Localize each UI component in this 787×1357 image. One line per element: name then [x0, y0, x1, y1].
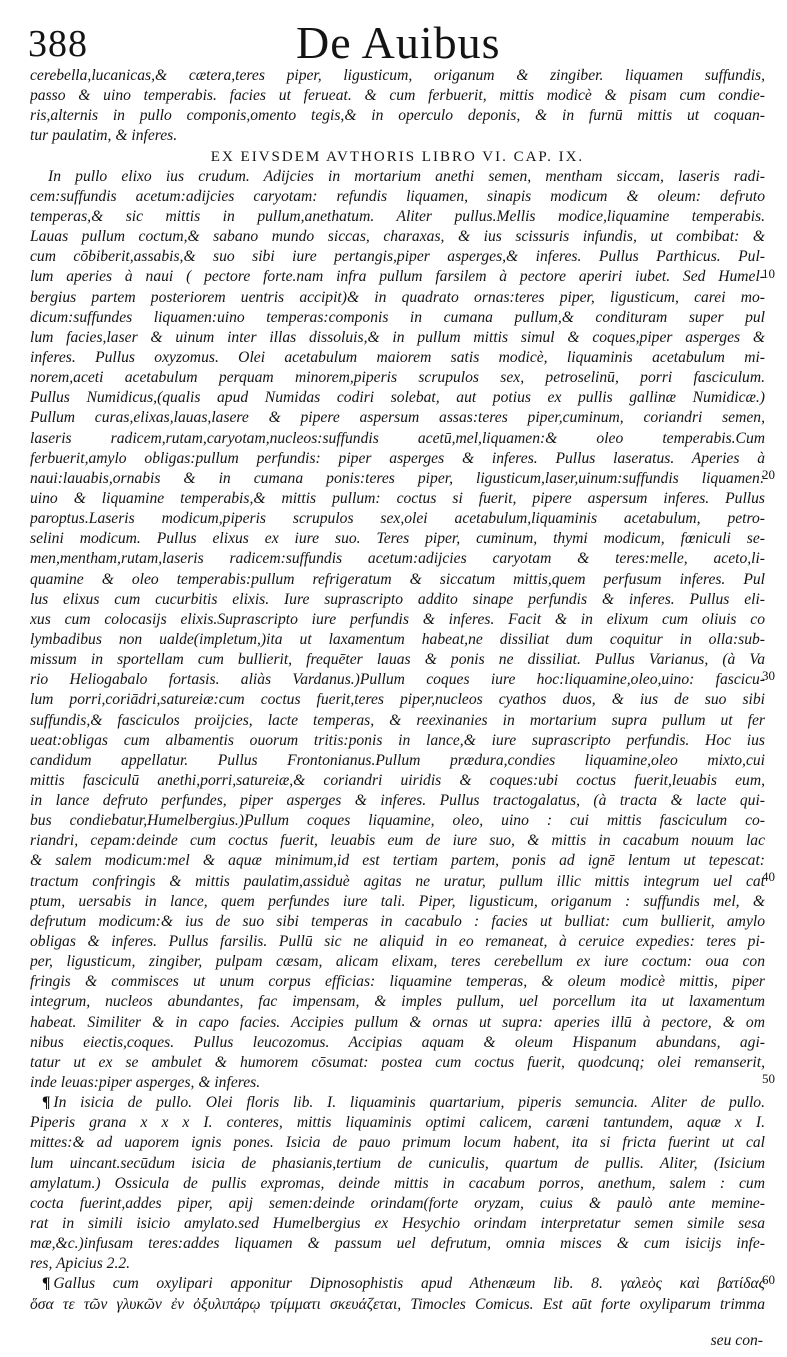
text-line: [30, 1013, 765, 1033]
text-line: [30, 1033, 765, 1053]
text-line: [30, 690, 765, 710]
line-text: quamine & oleo temperabis:pullum refrigeratum & siccatum mittis,quem perfusum inferes. Pul: [30, 570, 765, 588]
line-text: nibus eiectis,coques. Pullus leucozomus. Accipias aquam & oleum Hispanum abundans, agi‑: [30, 1033, 765, 1051]
line-text: norem,aceti acetabulum perquam minorem,piperis scrupulos sex, petroselinū, porri fasciculum.: [30, 369, 765, 387]
text-line: [30, 630, 765, 650]
text-line: [30, 1194, 765, 1214]
text-line: [30, 348, 765, 368]
text-line: [30, 509, 765, 529]
section-heading: [30, 147, 765, 167]
line-text: cem:suffundis acetum:adijcies caryotam: refundis liquamen, sinapis modicum & oleum: defruto: [30, 187, 765, 205]
line-text: naui:lauabis,ornabis & in cumana ponis:teres piper, ligusticum,laser,uinum:suffundis liquamen:: [30, 469, 765, 487]
text-line: [30, 1254, 765, 1274]
text-line: [30, 1214, 765, 1234]
text-line: [30, 570, 765, 590]
line-text: obligas & inferes. Pullus farsilis. Pullū sic ne aliquid in eo remaneat, à ceruice expedies: teres pi‑: [30, 933, 765, 951]
line-text: tur paulatim, & inferes.: [30, 127, 178, 145]
text-line: [30, 549, 765, 569]
line-text: uino & liquamine temperabis,& mittis pullum: coctus si fuerit, pipere aspersum inferes. Pullus: [30, 489, 765, 507]
line-text: rio Heliogabalo fortasis. aliàs Vardanus.)Pullum coques iure hoc:liquamine,oleo,uino: fascicu‑: [30, 671, 765, 689]
line-text: in lance defruto perfundes, piper asperges & inferes. Pullus tractogalatus, (à tracta & lacte qui‑: [30, 792, 765, 810]
text-line: [30, 308, 765, 328]
line-text: habeat. Similiter & in capo facies. Accipies pullum & ornas ut supra: aperies illū à pectore, & om: [30, 1013, 765, 1031]
line-text: temperas,& sic mittis in pullum,anethatum. Aliter pullus.Mellis modice,liquamine temperabis.: [30, 207, 765, 225]
line-text: defrutum modicum:& ius de suo sibi temperas in cacabulo : facies ut bulliat: cum bullierit, amylo: [30, 912, 765, 930]
text-line: [30, 449, 765, 469]
text-line: [30, 66, 765, 86]
line-text: ris,alternis in pullo componis,omento tegis,& in operculo deponis, & in furnū mittis ut coquan‑: [30, 107, 765, 125]
text-line: [30, 1053, 765, 1073]
pilcrow-icon: ¶: [42, 1275, 51, 1293]
running-head: De Auibus: [296, 17, 501, 68]
line-text: mæ,&c.)infusam teres:addes liquamen & passum uel defrutum, omnia misces & cum isicijs infe‑: [30, 1235, 765, 1253]
text-line: [30, 851, 765, 871]
line-text: per, ligusticum, zingiber, pulpam cæsam, alicam elixam, teres cerebellum ex iure coctum: oua con: [30, 953, 765, 971]
text-line: [30, 489, 765, 509]
margin-line-number: 60: [762, 1272, 775, 1287]
text-line: [30, 187, 765, 207]
page-number: 388: [28, 23, 88, 65]
line-text: lum uincant.secūdum isicia de phasianis,tertium de cuniculis, quartum de pullis. Aliter, (Isicium: [30, 1154, 765, 1172]
text-line: [30, 872, 765, 892]
text-line: [30, 429, 765, 449]
line-text: candidum appellatur. Pullus Frontonianus.Pullum prædura,condies liquamine,oleo mixto,cui: [30, 751, 765, 769]
line-text: passo & uino temperabis. facies ut ferueat. & cum ferbuerit, mittis modicè & pisam cum condie‑: [30, 87, 765, 105]
page-header: [28, 16, 768, 66]
text-line: [30, 1234, 765, 1254]
text-line: [30, 992, 765, 1012]
text-line: [30, 811, 765, 831]
line-text: xus cum colocasijs elixis.Suprascripto iure perfundis & inferes. Facit & in elixum cum oliuis co: [30, 610, 765, 628]
line-text: Pullus Numidicus,(qualis apud Numidas codiri solebat, aut potius ex pullis gallinæ Numidicæ.): [30, 389, 765, 407]
text-line: [30, 1073, 765, 1093]
line-text: rat in simili isicio amylato.sed Humelbergius ex Hesychio orindam interpretatur semen simile sesa: [30, 1215, 765, 1233]
text-line: [30, 912, 765, 932]
line-text: dicum:suffundes liquamen:uino temperas:componis in cumana pullum,& condituram super pul: [30, 308, 765, 326]
text-line: [30, 207, 765, 227]
line-text: lum porri,coriādri,satureiæ:cum coctus fuerit,teres piper,nucleos cyathos duos, & ius de suo sibi: [30, 691, 765, 709]
text-line: [30, 469, 765, 489]
line-text: ὅσα τε τῶν γλυκῶν ἐν ὀξυλιπάρῳ τρίμματι σκευάζεται, Timocles Comicus. Est aūt forte oxyliparum trimma: [30, 1295, 765, 1313]
line-text: paroptus.Laseris modicum,piperis scrupulos sex,olei acetabulum,liquaminis acetabulum, petro‑: [30, 510, 765, 528]
line-text: cum cōbiberit,assabis,& suo sibi iure pertangis,piper asperges,& inferes. Pullus Parthicus. Pul‑: [30, 248, 765, 266]
text-line: [30, 610, 765, 630]
text-line: [30, 167, 765, 187]
line-text: Gallus cum oxylipari apponitur Dipnosophistis apud Athenæum lib. 8. γαλεὸς καὶ βατίδας: [53, 1275, 765, 1293]
text-line: [30, 1113, 765, 1133]
text-line: [30, 529, 765, 549]
text-line: [30, 267, 765, 287]
text-line: [30, 106, 765, 126]
text-line: [30, 388, 765, 408]
line-text: riandri, cepam:deinde cum coctus fuerit, leuabis eum de iure suo, & mittis in cacabum nouum lac: [30, 832, 765, 850]
line-text: Pullum curas,elixas,lauas,lasere & pipere aspersum assas:teres piper,cuminum, coriandri semen,: [30, 409, 765, 427]
text-line: [30, 328, 765, 348]
line-text: bergius partem posteriorem uentris accipit)& in quadrato ornas:teres piper, ligusticum, carei mo‑: [30, 288, 765, 306]
margin-line-number: 40: [762, 869, 775, 884]
line-text: Piperis grana x x x I. conteres, mittis liquaminis optimi calicem, caræni tantundem, aquæ x I.: [30, 1114, 765, 1132]
text-line: [30, 247, 765, 267]
text-line: [30, 731, 765, 751]
text-line: [30, 791, 765, 811]
text-line: [30, 590, 765, 610]
text-line: [30, 932, 765, 952]
margin-line-number: 10: [762, 266, 775, 281]
line-text: lus elixus cum cucurbitis elixis. Iure suprascripto addito sinape perfundis & inferes. Pullus eli‑: [30, 590, 765, 608]
text-line: [30, 1174, 765, 1194]
text-line: [30, 1133, 765, 1153]
text-line: [30, 288, 765, 308]
line-text: In isicia de pullo. Olei floris lib. I. liquaminis quartarium, piperis semuncia. Aliter de pullo.: [53, 1094, 765, 1112]
line-text: cocta fuerint,addes piper, apij semen:deinde orindam(forte oryzam, cuius & paulò ante memine‑: [30, 1194, 765, 1212]
line-text: mittis fasciculū anethi,porri,satureiæ,& coriandri uiridis & coques:ubi coctus fuerit,leuabis eum,: [30, 771, 765, 789]
text-line: [30, 952, 765, 972]
line-text: amylatum.) Ossicula de pullis expromas, deinde mittis in cacabum porros, anethum, salem : cum: [30, 1174, 765, 1192]
line-text: fringis & commisces ut unum corpus efficias: liquamine temperas, & oleum modicè mittis, piper: [30, 973, 765, 991]
text-line: [30, 126, 765, 146]
pilcrow-icon: ¶: [42, 1094, 51, 1112]
line-text: lum facies,laser & uinum inter illas dissoluis,& in pullum mittis simul & coques,piper asperges &: [30, 328, 765, 346]
line-text: & salem modicum:mel & aquæ minimum,id est tertiam partem, ponis ad ignē lentum ut tepescat:: [30, 852, 765, 870]
line-text: ueat:obligas cum albamentis ouorum tritis:ponis in lance,& iure suprascripto perfundis. Hoc ius: [30, 731, 765, 749]
line-text: inde leuas:piper asperges, & inferes.: [30, 1074, 261, 1092]
text-line: [30, 831, 765, 851]
text-line: [30, 1295, 765, 1315]
line-text: lum aperies à naui ( pectore forte.nam infra pullum farsilem à pectore aperiri iubet. Sed Humel‑: [30, 268, 765, 286]
line-text: bus condiebatur,Humelbergius.)Pullum coques liquamine, oleo, uino : cui mittis fasciculum co‑: [30, 812, 765, 830]
text-line: [30, 1093, 765, 1113]
text-body: [30, 66, 765, 1352]
line-text: cerebella,lucanicas,& cætera,teres piper, ligusticum, origanum & zingiber. liquamen suffundis,: [30, 67, 765, 84]
line-text: res, Apicius 2.2.: [30, 1255, 131, 1273]
text-line: [30, 1154, 765, 1174]
text-line: [30, 368, 765, 388]
text-line: [30, 408, 765, 428]
catchword: seu con‑: [710, 1332, 763, 1349]
line-text: missum in sportellam cum bullierit, frequēter lauas & ponis ne dissiliat. Pullus Varianus, (à Va: [30, 651, 765, 669]
margin-line-number: 30: [762, 668, 775, 683]
text-line: [30, 670, 765, 690]
text-line: [30, 771, 765, 791]
line-text: EX EIVSDEM AVTHORIS LIBRO VI. CAP. IX.: [210, 148, 585, 165]
line-text: In pullo elixo ius crudum. Adijcies in mortarium anethi semen, mentham siccam, laseris radi‑: [48, 167, 765, 185]
line-text: laseris radicem,rutam,caryotam,nucleos:suffundis acetū,mel,liquamen:& oleo temperabis.Cum: [30, 429, 765, 447]
text-line: [30, 892, 765, 912]
text-line: [30, 972, 765, 992]
text-line: [30, 227, 765, 247]
text-line: [30, 1274, 765, 1294]
line-text: suffundis,& fasciculos proijcies, lacte temperas, & reexinanies in mortarium supra pullum ut fer: [30, 711, 765, 729]
line-text: Lauas pullum coctum,& sabano mundo siccas, charaxas, & ius scissuris infundis, ut combibat: &: [30, 228, 765, 246]
margin-line-number: 20: [762, 467, 775, 482]
line-text: selini modicum. Pullus elixus ex iure suo. Teres piper, cuminum, thymi modicum, fœniculi se‑: [30, 530, 765, 548]
line-text: tatur ut ex se ambulet & humorem cōsumat: postea cum coctus fuerit, quodcunq; olei remanserit,: [30, 1053, 765, 1071]
margin-line-number: 50: [762, 1071, 775, 1086]
line-text: men,mentham,rutam,laseris radicem:suffundis acetum:adijcies caryotam & teres:melle, aceto,li‑: [30, 550, 765, 568]
text-line: [30, 650, 765, 670]
text-line: [30, 711, 765, 731]
text-line: [30, 86, 765, 106]
text-line: [30, 751, 765, 771]
line-text: inferes. Pullus oxyzomus. Olei acetabulum maiorem satis modicè, liquaminis acetabulum mi‑: [30, 348, 765, 366]
line-text: ferbuerit,amylo obligas:pullum perfundis: piper asperges & inferes. Pullus laseratus. Aperies à: [30, 449, 765, 467]
line-text: ptum, uersabis in lance, quem perfundes iure tali. Piper, ligusticum, origanum : suffundis mel, &: [30, 892, 765, 910]
line-text: lymbadibus non ualde(impletum,)ita ut laxamentum habeat,ne dissiliat dum coquitur in olla:sub‑: [30, 630, 765, 648]
line-text: integrum, nucleos abundantes, fac impensam, & imples pullum, uel porcellum ita ut laxamentum: [30, 993, 765, 1011]
line-text: tractum confringis & mittis paulatim,assiduè agitas ne uratur, pullum illic mittis integrum uel cat: [30, 872, 765, 890]
line-text: mittes:& ad uaporem ignis pones. Isicia de pauo primum locum habent, ita si fricta fuerint ut cal: [30, 1134, 765, 1152]
